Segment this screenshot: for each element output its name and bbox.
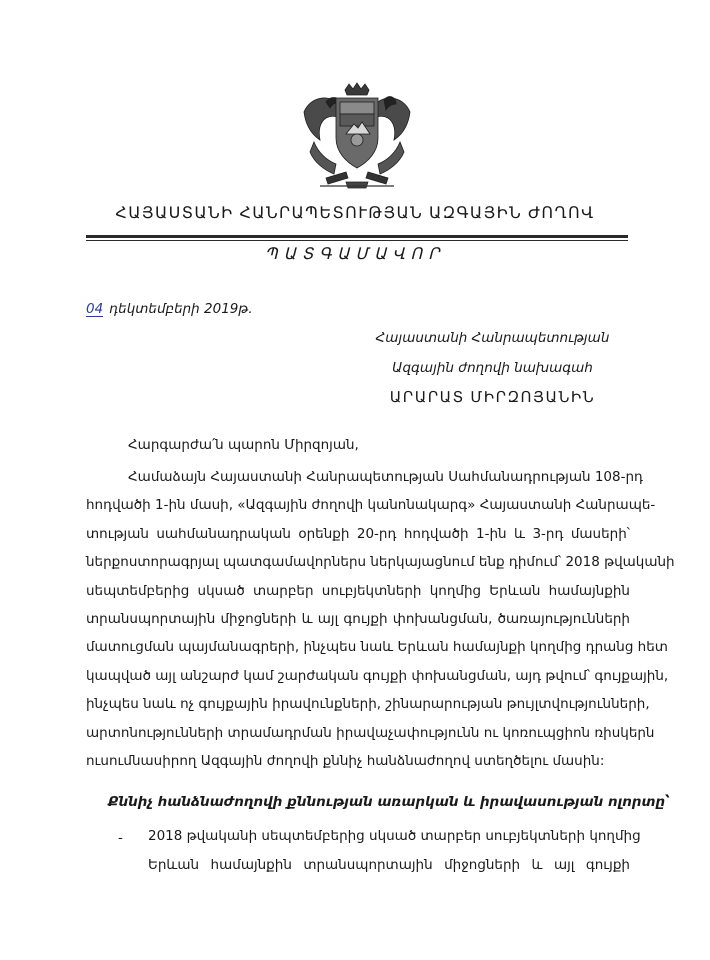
body-line: տության սահմանադրական օրենքի 20-րդ հոդվածի 1-ին և 3-րդ մասերի՝ — [86, 525, 630, 542]
letter-date — [86, 301, 253, 317]
bullet-line: 2018 թվականի սեպտեմբերից սկսած տարբեր սուբյեկտների կողմից — [148, 828, 641, 844]
date-day: 04 — [86, 301, 104, 317]
bullet-line: Երևան համայնքին տրանսպորտային միջոցների և այլ գույքի — [148, 857, 630, 873]
body-line: մատուցման պայմանագրերի, ինչպես նաև Երևան համայնքի կողմից դրանց հետ — [86, 639, 668, 656]
body-paragraph — [86, 463, 675, 775]
salutation: Հարգարժա՛ն պարոն Միրզոյան, — [128, 437, 359, 453]
body-line: սեպտեմբերից սկսած տարբեր սուբյեկտների կողմից Երևան համայնքին — [86, 582, 630, 599]
body-line: Համաձայն Հայաստանի Հանրապետության Սահմանադրության 108-րդ — [128, 469, 643, 485]
body-line: ուսումնասիրող Ազգային ժողովի քննիչ հանձնաժողով ստեղծելու մասին: — [86, 753, 605, 770]
addressee-line-1: Հայաստանի Հանրապետության — [375, 330, 610, 346]
body-line: արտոնությունների տրամադրման իրավաչափությունն ու կոռուպցիոն ռիսկերն — [86, 724, 655, 741]
bullet-item — [148, 822, 641, 880]
addressee-name: ԱՐԱՐԱՏ ՄԻՐԶՈՅԱՆԻՆ — [389, 389, 596, 406]
body-line: տրանսպորտային միջոցների և այլ գույքի փոխանցման, ծառայությունների — [86, 611, 630, 628]
body-line: ներքոստորագրյալ պատգամավորներս ներկայացնում ենք դիմում՝ 2018 թվականի — [86, 554, 675, 571]
header-divider-thin — [86, 240, 628, 241]
addressee-line-2: Ազգային ժողովի նախագահ — [392, 360, 593, 376]
body-line: կապված այլ անշարժ կամ շարժական գույքի փոխանցման, այդ թվում՝ գույքային, — [86, 667, 669, 684]
body-line: ինչպես նաև ոչ գույքային իրավունքների, շինարարության թույլտվությունների, — [86, 696, 650, 713]
date-rest: դեկտեմբերի 2019թ. — [109, 301, 253, 317]
header-divider-thick — [86, 235, 628, 238]
document-type-heading: ՊԱՏԳԱՄԱՎՈՐ — [264, 246, 446, 263]
body-line: հոդվածի 1-ին մասի, «Ազգային ժողովի կանոնակարգ» Հայաստանի Հանրապե- — [86, 497, 656, 514]
bullet-marker: - — [118, 830, 123, 846]
armenian-coat-of-arms-icon — [296, 82, 418, 192]
organization-title: ՀԱՅԱՍՏԱՆԻ ՀԱՆՐԱՊԵՏՈՒԹՅԱՆ ԱԶԳԱՅԻՆ ԺՈՂՈՎ — [115, 205, 595, 222]
section-heading: Քննիչ հանձնաժողովի քննության առարկան և իրավասության ոլորտը՝ — [108, 794, 670, 810]
